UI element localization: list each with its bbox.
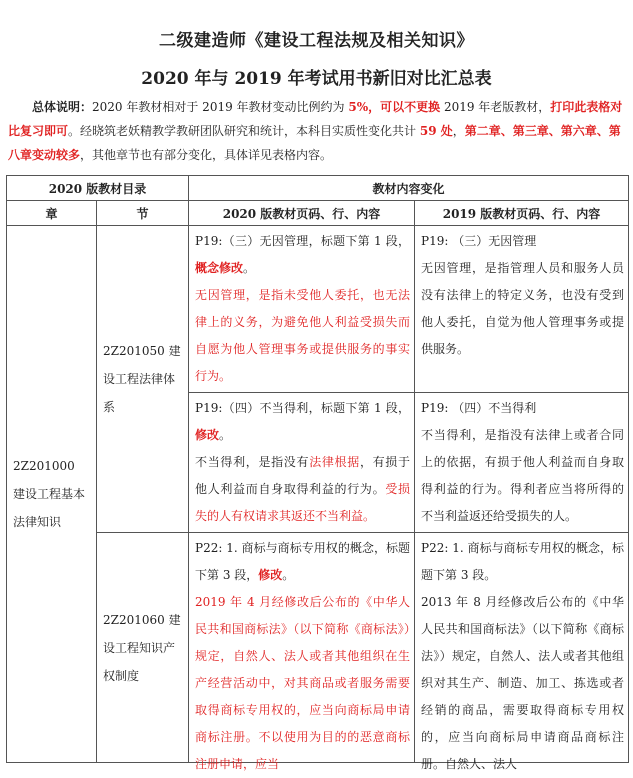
new-content-body-red-1: 法律根据 [309,455,360,469]
new-content-cell [189,393,415,533]
new-content-body-1: 不当得利，是指没有 [195,455,310,469]
old-content-body: 无因管理，是指管理人员和服务人员没有法律上的特定义务，也没有受到他人委托，自觉为他人管理事务或提供服务。 [421,261,625,356]
header-catalog: 2020 版教材目录 [7,176,189,201]
old-content-wrap [421,535,625,771]
new-content-tag: 修改 [195,428,220,442]
summary-label: 总体说明： [32,100,93,114]
header-2020: 2020 版教材页码、行、内容 [189,201,415,226]
summary-text-1: 2020 年教材相对于 2019 年教材变动比例约为 [92,100,349,114]
comparison-table [6,175,629,771]
new-content-body: 无因管理，是指未受他人委托，也无法律上的义务，为避免他人利益受损失而自愿为他人管理事务或提供服务的事实行为。 [195,288,411,383]
new-content-head: P19:（三）无因管理，标题下第 1 段， [195,234,411,248]
section-cell-2: 2Z201060 建设工程知识产权制度 [97,533,189,763]
new-content-tag: 修改 [258,568,283,582]
header-chapter: 章 [7,201,97,226]
new-content-end: 。 [282,568,295,582]
new-content-body-2: ，有损于他人利益而自身取得利益的行为。 [195,455,410,496]
summary-percent: 5%，可以不更换 [348,100,441,114]
chapter-cell: 2Z201000 建设工程基本法律知识 [7,226,97,763]
section-cell-1: 2Z201050 建设工程法律体系 [97,226,189,533]
table-header-row-1 [7,176,629,201]
old-content-cell [415,533,629,771]
new-content-cell [189,533,415,771]
old-content-body: 不当得利，是指没有法律上或者合同上的依据，有损于他人利益而自身取得利益的行为。得利者应当将所得的不当利益返还给受损失的人。 [421,428,625,523]
new-content-end: 。 [219,428,232,442]
summary-text-3: 。经晓筑老妖精教学教研团队研究和统计，本科目实质性变化共计 [68,124,420,138]
new-content-wrap [195,535,411,771]
new-content-body: 2019 年 4 月经修改后公布的《中华人民共和国商标法》（以下简称《商标法》）规定，自然人、法人或者其他组织在生产经营活动中，对其商品或者服务需要取得商标专用权的，应当向商标局申请商标注册。不以使用为目的的恶意商标注册申请，应当 [195,595,411,771]
new-content-head: P19:（四）不当得利，标题下第 1 段， [195,401,411,415]
old-content-cell [415,393,629,533]
summary-text-4: ， [452,124,465,138]
header-section: 节 [97,201,189,226]
header-2019: 2019 版教材页码、行、内容 [415,201,629,226]
old-content-head: P19: （四）不当得利 [421,401,537,415]
table-row [7,533,629,763]
summary-chapters: 第二章、第三章、第六章、第八章变动较多 [8,124,621,162]
table-row [7,226,629,393]
summary-paragraph [8,95,626,167]
table-header-row-2 [7,201,629,226]
summary-change-count: 59 处 [419,124,453,138]
old-content-body: 2013 年 8 月经修改后公布的《中华人民共和国商标法》（以下简称《商标法》）规定，自然人、法人或者其他组织对其生产、制造、加工、拣选或者经销的商品，需要取得商标专用权的，应当向商标局申请商品商标注册。自然人、法人 [421,595,625,771]
summary-print-note: 打印此表格对比复习即可 [8,100,623,138]
document-subtitle: 2020 年与 2019 年考试用书新旧对比汇总表 [141,69,492,89]
new-content-body-red-2: 受损失的人有权请求其返还不当利益。 [195,482,410,523]
document-title: 二级建造师《建设工程法规及相关知识》 [159,31,474,51]
old-content-cell [415,226,629,393]
summary-text-5: ，其他章节也有部分变化，具体详见表格内容。 [80,148,333,162]
old-content-head: P19: （三）无因管理 [421,234,537,248]
new-content-tag: 概念修改 [195,261,244,275]
summary-text-2: 2019 年老版教材， [440,100,551,114]
new-content-head: P22: 1. 商标与商标专用权的概念，标题下第 3 段， [195,541,411,582]
new-content-cell [189,226,415,393]
header-change: 教材内容变化 [189,176,629,201]
new-content-end: 。 [243,261,256,275]
old-content-head: P22: 1. 商标与商标专用权的概念，标题下第 3 段。 [421,541,625,582]
